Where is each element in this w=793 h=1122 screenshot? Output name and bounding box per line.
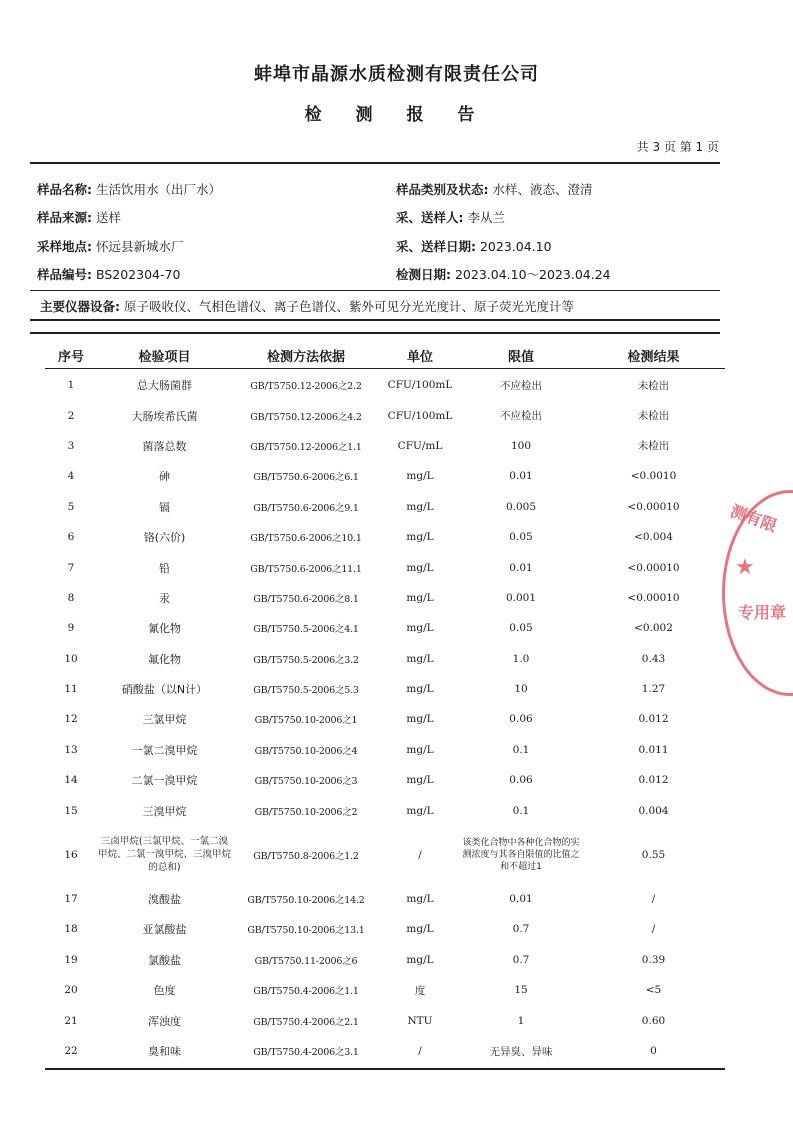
cell-method: GB/T5750.6-2006之6.1 xyxy=(253,472,359,484)
cell-unit: mg/L xyxy=(406,500,434,513)
sample-sender-label: 采、送样人: xyxy=(396,210,464,225)
table-header-divider xyxy=(45,368,725,369)
cell-limit: 0.7 xyxy=(512,923,530,936)
table-row xyxy=(45,1005,725,1035)
equipment-value: 原子吸收仪、气相色谱仪、离子色谱仪、紫外可见分光光度计、原子荧光光度计等 xyxy=(123,299,574,314)
cell-limit: 0.06 xyxy=(509,774,533,787)
cell-method: GB/T5750.6-2006之9.1 xyxy=(253,502,359,514)
cell-item: 氯酸盐 xyxy=(148,953,181,967)
cell-method: GB/T5750.5-2006之3.2 xyxy=(253,654,359,666)
cell-item: 铅 xyxy=(159,561,170,575)
cell-method: GB/T5750.4-2006之2.1 xyxy=(253,1016,359,1028)
test-date-value: 2023.04.10～2023.04.24 xyxy=(454,267,611,282)
cell-seq: 9 xyxy=(67,622,75,635)
equipment xyxy=(40,297,574,315)
cell-seq: 3 xyxy=(67,439,75,452)
cell-unit: mg/L xyxy=(406,683,434,696)
info-divider xyxy=(30,290,720,291)
cell-item: 总大肠菌群 xyxy=(137,379,192,393)
sample-source-value: 送样 xyxy=(95,210,121,225)
cell-result: <5 xyxy=(645,984,662,997)
cell-seq: 13 xyxy=(64,743,78,756)
cell-seq: 17 xyxy=(64,893,78,906)
cell-seq: 6 xyxy=(67,531,75,544)
cell-method: GB/T5750.10-2006之4 xyxy=(254,745,358,757)
sample-send-date xyxy=(396,237,552,255)
seal-star-icon: ★ xyxy=(735,555,755,580)
cell-item: 菌落总数 xyxy=(142,439,187,453)
cell-limit: 不应检出 xyxy=(500,410,542,423)
cell-item: 浑浊度 xyxy=(148,1014,181,1028)
cell-method: GB/T5750.4-2006之3.1 xyxy=(253,1047,359,1058)
cell-limit: 0.01 xyxy=(509,470,533,483)
sample-number xyxy=(37,265,180,283)
sample-source xyxy=(37,208,121,226)
cell-result: <0.0010 xyxy=(630,470,677,483)
cell-unit: mg/L xyxy=(406,470,434,483)
cell-limit: 1.0 xyxy=(512,652,530,665)
equipment-divider-1 xyxy=(30,319,720,321)
table-row xyxy=(45,914,725,944)
seal-text-bottom: 专用章 xyxy=(738,603,787,622)
cell-result: 未检出 xyxy=(637,440,670,453)
cell-seq: 2 xyxy=(67,409,75,422)
table-row xyxy=(45,370,725,400)
table-row xyxy=(45,400,725,430)
table-row xyxy=(45,674,725,704)
cell-result: / xyxy=(651,893,656,906)
sample-send-date-value: 2023.04.10 xyxy=(479,239,552,254)
cell-method: GB/T5750.11-2006之6 xyxy=(254,955,358,967)
sample-category-value: 水样、液态、澄清 xyxy=(492,182,593,197)
cell-method: GB/T5750.10-2006之13.1 xyxy=(247,925,365,937)
cell-seq: 11 xyxy=(64,683,78,696)
cell-result: <0.00010 xyxy=(627,591,680,604)
cell-item: 一氯二溴甲烷 xyxy=(131,743,198,757)
cell-seq: 8 xyxy=(67,591,75,604)
sample-source-label: 样品来源: xyxy=(37,210,92,225)
cell-unit: mg/L xyxy=(406,893,434,906)
cell-item: 三卤甲烷(三氯甲烷、一氯二溴甲烷、二氯一溴甲烷、三溴甲烷的总和) xyxy=(97,836,231,874)
cell-item: 亚氯酸盐 xyxy=(142,923,187,937)
cell-result: 0.004 xyxy=(638,804,669,817)
cell-result: 0.55 xyxy=(641,848,666,861)
cell-result: 0.011 xyxy=(638,743,669,756)
top-divider xyxy=(30,162,720,164)
cell-limit: 1 xyxy=(517,1014,525,1027)
cell-limit: 无异臭、异味 xyxy=(489,1045,553,1058)
cell-method: GB/T5750.12-2006之2.2 xyxy=(250,381,362,393)
table-row xyxy=(45,522,725,552)
cell-limit: 0.1 xyxy=(512,804,530,817)
cell-limit: 100 xyxy=(510,439,532,452)
cell-unit: CFU/mL xyxy=(397,439,443,452)
sample-category xyxy=(396,180,593,198)
table-row xyxy=(45,826,725,884)
cell-limit: 0.7 xyxy=(512,953,530,966)
cell-result: 未检出 xyxy=(637,410,670,423)
page-info: 共 3 页 第 1 页 xyxy=(636,140,719,154)
test-date xyxy=(396,265,611,283)
sample-name-label: 样品名称: xyxy=(37,182,92,197)
table-row xyxy=(45,945,725,975)
header-item: 检验项目 xyxy=(138,349,191,365)
header-limit: 限值 xyxy=(507,349,534,365)
sample-number-label: 样品编号: xyxy=(37,267,92,282)
cell-seq: 16 xyxy=(64,848,78,861)
cell-seq: 18 xyxy=(64,923,78,936)
cell-method: GB/T5750.10-2006之14.2 xyxy=(247,895,365,907)
cell-limit: 该类化合物中各种化合物的实测浓度与其各自限值的比值之和不超过1 xyxy=(462,837,580,872)
cell-result: 0.012 xyxy=(638,774,669,787)
company-name: 蚌埠市晶源水质检测有限责任公司 xyxy=(254,64,539,85)
cell-item: 硝酸盐（以N计） xyxy=(121,683,208,697)
cell-item: 三溴甲烷 xyxy=(142,804,187,818)
cell-result: 0.012 xyxy=(638,713,669,726)
cell-item: 氟化物 xyxy=(148,652,181,666)
cell-result: / xyxy=(651,923,656,936)
cell-seq: 21 xyxy=(64,1014,78,1027)
table-row xyxy=(45,795,725,825)
cell-result: <0.00010 xyxy=(627,561,680,574)
header-result: 检测结果 xyxy=(627,349,680,365)
cell-item: 砷 xyxy=(159,470,170,484)
sample-location-value: 怀远县新城水厂 xyxy=(95,239,184,254)
test-date-label: 检测日期: xyxy=(396,267,451,282)
cell-result: <0.004 xyxy=(634,531,673,544)
cell-result: 1.27 xyxy=(641,683,666,696)
cell-item: 臭和味 xyxy=(148,1045,181,1058)
sample-number-value: BS202304-70 xyxy=(95,267,181,282)
cell-seq: 4 xyxy=(67,470,75,483)
cell-seq: 7 xyxy=(67,561,75,574)
cell-unit: / xyxy=(418,848,422,861)
cell-result: 0.60 xyxy=(641,1014,666,1027)
cell-method: GB/T5750.10-2006之2 xyxy=(254,806,358,818)
cell-method: GB/T5750.8-2006之1.2 xyxy=(253,850,359,862)
cell-unit: mg/L xyxy=(406,591,434,604)
cell-seq: 10 xyxy=(64,652,78,665)
table-row xyxy=(45,492,725,522)
cell-method: GB/T5750.10-2006之3 xyxy=(254,776,358,788)
cell-result: 0.43 xyxy=(641,652,666,665)
cell-unit: CFU/100mL xyxy=(387,379,453,392)
sample-location xyxy=(37,237,184,255)
cell-seq: 15 xyxy=(64,804,78,817)
table-header-row xyxy=(45,340,725,370)
cell-seq: 20 xyxy=(64,984,78,997)
table-row xyxy=(45,884,725,914)
cell-unit: mg/L xyxy=(406,652,434,665)
cell-seq: 14 xyxy=(64,774,78,787)
cell-unit: / xyxy=(418,1045,422,1057)
cell-unit: mg/L xyxy=(406,774,434,787)
bottom-divider xyxy=(45,1068,725,1070)
sample-sender-value: 李从兰 xyxy=(467,210,505,225)
cell-result: 未检出 xyxy=(637,379,670,392)
table-row xyxy=(45,1036,725,1066)
table-row xyxy=(45,552,725,582)
cell-item: 溴酸盐 xyxy=(148,893,181,907)
cell-limit: 0.005 xyxy=(505,500,537,513)
table-row xyxy=(45,765,725,795)
cell-item: 汞 xyxy=(159,591,170,605)
equipment-label: 主要仪器设备: xyxy=(40,299,120,314)
cell-unit: 度 xyxy=(414,984,426,997)
cell-method: GB/T5750.4-2006之1.1 xyxy=(253,986,359,998)
sample-name xyxy=(37,180,221,198)
table-row xyxy=(45,613,725,643)
equipment-divider-2 xyxy=(30,332,720,334)
cell-unit: mg/L xyxy=(406,713,434,726)
cell-unit: mg/L xyxy=(406,531,434,544)
cell-unit: mg/L xyxy=(406,804,434,817)
report-title: 检 测 报 告 xyxy=(304,105,489,125)
table-row xyxy=(45,735,725,765)
cell-method: GB/T5750.6-2006之10.1 xyxy=(250,533,362,545)
header-unit: 单位 xyxy=(406,349,433,365)
cell-method: GB/T5750.10-2006之1 xyxy=(254,715,358,727)
cell-limit: 10 xyxy=(514,683,528,696)
cell-method: GB/T5750.5-2006之5.3 xyxy=(253,685,359,697)
sample-name-value: 生活饮用水（出厂水） xyxy=(95,182,221,197)
cell-limit: 0.01 xyxy=(509,561,533,574)
table-row xyxy=(45,644,725,674)
cell-result: 0.39 xyxy=(641,953,666,966)
cell-unit: mg/L xyxy=(406,923,434,936)
cell-unit: mg/L xyxy=(406,743,434,756)
table-body xyxy=(45,370,725,1066)
cell-unit: mg/L xyxy=(406,953,434,966)
sample-category-label: 样品类别及状态: xyxy=(396,182,489,197)
table-row xyxy=(45,431,725,461)
results-table xyxy=(45,340,725,1066)
cell-limit: 0.05 xyxy=(509,531,533,544)
seal-text-top: 测有限 xyxy=(727,501,780,536)
cell-result: <0.002 xyxy=(634,622,673,635)
cell-result: <0.00010 xyxy=(627,500,680,513)
cell-method: GB/T5750.5-2006之4.1 xyxy=(253,624,359,636)
cell-limit: 0.1 xyxy=(512,743,530,756)
cell-method: GB/T5750.6-2006之11.1 xyxy=(250,563,362,575)
cell-limit: 15 xyxy=(514,984,528,997)
cell-seq: 19 xyxy=(64,953,78,966)
cell-unit: CFU/100mL xyxy=(387,409,453,422)
table-row xyxy=(45,704,725,734)
cell-result: 0 xyxy=(650,1045,657,1057)
cell-limit: 0.001 xyxy=(505,591,537,604)
cell-seq: 1 xyxy=(67,379,75,392)
cell-item: 色度 xyxy=(153,984,176,998)
table-row xyxy=(45,975,725,1005)
cell-seq: 22 xyxy=(64,1045,78,1057)
sample-location-label: 采样地点: xyxy=(37,239,92,254)
sample-sender xyxy=(396,208,505,226)
cell-unit: mg/L xyxy=(406,622,434,635)
table-row xyxy=(45,583,725,613)
cell-seq: 12 xyxy=(64,713,78,726)
cell-item: 二氯一溴甲烷 xyxy=(131,774,198,788)
cell-unit: NTU xyxy=(407,1014,433,1027)
header-method: 检测方法依据 xyxy=(266,349,345,365)
table-row xyxy=(45,461,725,491)
cell-item: 铬(六价) xyxy=(143,531,186,545)
cell-method: GB/T5750.6-2006之8.1 xyxy=(253,593,359,605)
cell-item: 三氯甲烷 xyxy=(142,713,187,727)
cell-item: 氰化物 xyxy=(148,622,181,636)
cell-limit: 不应检出 xyxy=(500,379,542,392)
cell-item: 镉 xyxy=(159,500,170,514)
cell-unit: mg/L xyxy=(406,561,434,574)
sample-send-date-label: 采、送样日期: xyxy=(396,239,476,254)
cell-limit: 0.06 xyxy=(509,713,533,726)
cell-method: GB/T5750.12-2006之4.2 xyxy=(250,411,362,423)
cell-method: GB/T5750.12-2006之1.1 xyxy=(250,441,362,453)
cell-seq: 5 xyxy=(67,500,75,513)
cell-limit: 0.05 xyxy=(509,622,533,635)
cell-item: 大肠埃希氏菌 xyxy=(131,409,198,423)
header-seq: 序号 xyxy=(57,349,84,365)
cell-limit: 0.01 xyxy=(509,893,533,906)
